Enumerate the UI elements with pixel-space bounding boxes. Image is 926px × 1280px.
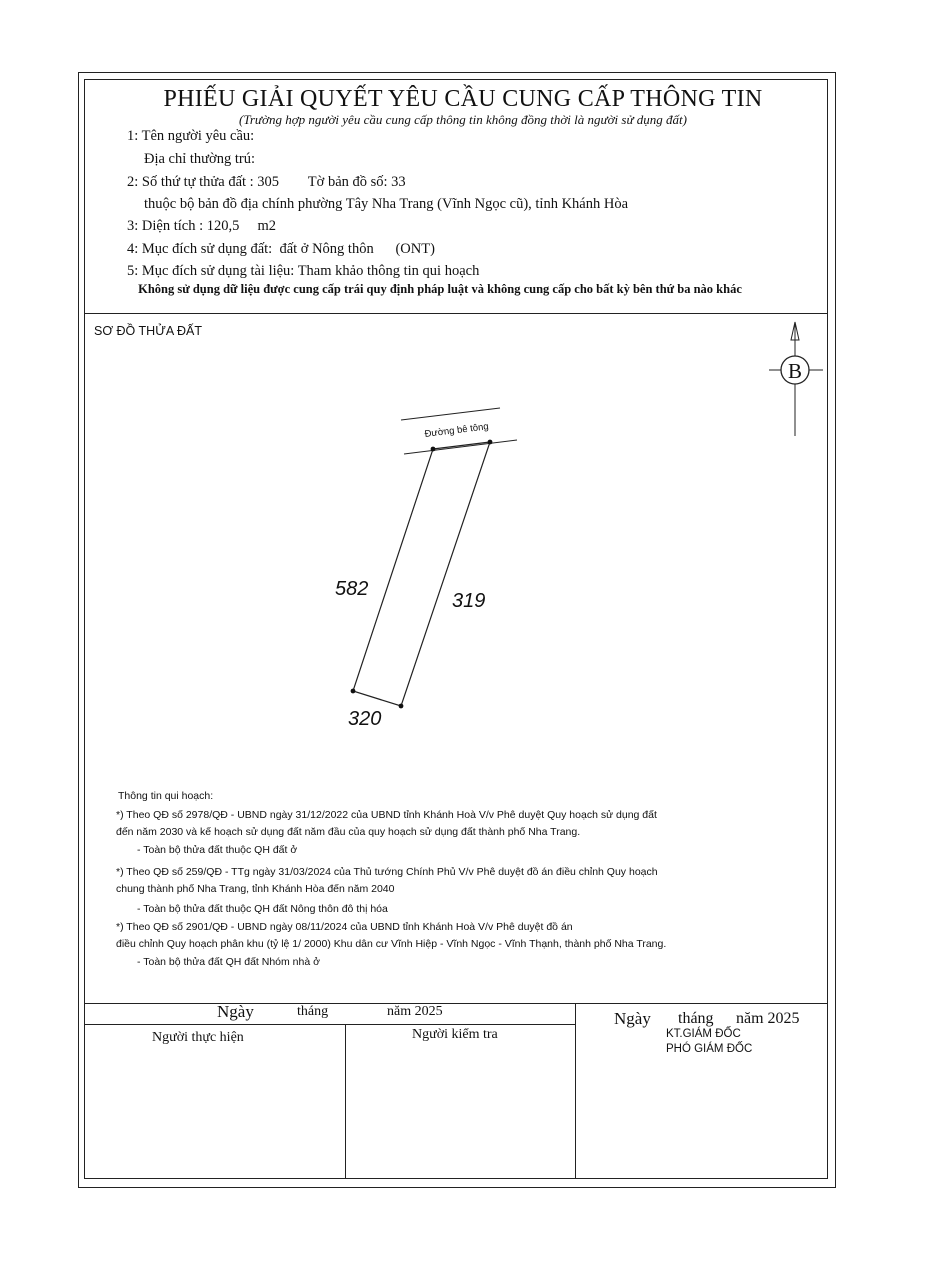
usage-warning: Không sử dụng dữ liệu được cung cấp trái quy định pháp luật và không cung cấp cho bất kỳ bên thứ ba nào khác [138,282,742,296]
planning-line: - Toàn bộ thửa đất thuộc QH đất ở [137,844,298,856]
area-field: 3: Diện tích : 120,5 m2 [127,218,277,234]
signature-divider-v1 [345,1024,346,1179]
parcel-vertex [431,447,436,452]
planning-line: *) Theo QĐ số 2901/QĐ - UBND ngày 08/11/2024 của UBND tỉnh Khánh Hoà V/v Phê duyệt đồ án [116,921,573,933]
planning-line: điều chỉnh Quy hoạch phân khu (tỷ lệ 1/ 2000) Khu dân cư Vĩnh Hiệp - Vĩnh Ngọc - Vĩnh Thạnh, thành phố Nha Trang. [116,938,667,950]
parcel-vertex [488,440,493,445]
document-purpose-field: 5: Mục đích sử dụng tài liệu: Tham khảo thông tin qui hoạch [127,263,480,279]
planning-line: - Toàn bộ thửa đất QH đất Nhóm nhà ở [137,956,320,968]
planning-line: *) Theo QĐ số 259/QĐ - TTg ngày 31/03/2024 của Thủ tướng Chính Phủ V/v Phê duyệt đồ án điều chỉnh Quy hoạch [116,866,658,878]
performer-label: Người thực hiện [152,1030,244,1045]
parcel-number-field: 2: Số thứ tự thửa đất : 305 Tờ bản đồ số: 33 [127,174,406,190]
map-origin-field: thuộc bộ bản đồ địa chính phường Tây Nha Trang (Vĩnh Ngọc cũ), tỉnh Khánh Hòa [144,196,629,212]
neighbor-label-left: 582 [335,578,369,600]
address-field: Địa chỉ thường trú: [144,151,255,167]
road-label: Đường bê tông [424,421,490,440]
planning-line: *) Theo QĐ số 2978/QĐ - UBND ngày 31/12/2022 của UBND tỉnh Khánh Hoà V/v Phê duyệt Quy hoạch sử dụng đất [116,809,657,821]
neighbor-label-bottom: 320 [348,708,382,730]
date-right-year: năm 2025 [736,1010,800,1027]
planning-line: đến năm 2030 và kế hoạch sử dụng đất năm đầu của quy hoạch sử dụng đất thành phố Nha Trang. [116,826,581,838]
deputy-director-title: PHÓ GIÁM ĐỐC [666,1043,753,1055]
north-arrow-icon [769,322,823,436]
planning-heading: Thông tin qui hoạch: [118,790,214,802]
checker-label: Người kiểm tra [412,1027,498,1042]
director-title: KT.GIÁM ĐỐC [666,1028,741,1040]
requester-name-field: 1: Tên người yêu cầu: [127,128,255,144]
parcel-vertex [399,704,404,709]
page-subtitle: (Trường hợp người yêu cầu cung cấp thông tin không đồng thời là người sử dụng đất) [239,112,687,127]
road-front-line [404,440,517,454]
parcel-boundary [353,442,490,706]
north-symbol: B [787,359,803,383]
date-right-day: Ngày [614,1009,651,1028]
date-left-month: tháng [297,1004,329,1019]
sketch-label: SƠ ĐỒ THỬA ĐẤT [94,324,202,338]
date-right-month: tháng [678,1010,714,1027]
signature-divider-v2 [575,1003,576,1179]
date-left-day: Ngày [217,1002,254,1021]
signature-divider-sub [84,1024,576,1025]
neighbor-label-right: 319 [452,590,486,612]
signature-divider-top [84,1003,828,1004]
planning-line: - Toàn bộ thửa đất thuộc QH đất Nông thôn đô thị hóa [137,903,388,915]
page-title: PHIẾU GIẢI QUYẾT YÊU CẦU CUNG CẤP THÔNG TIN [163,86,763,112]
parcel-vertex [351,689,356,694]
planning-line: chung thành phố Nha Trang, tỉnh Khánh Hòa đến năm 2040 [116,883,395,895]
date-left-year: năm 2025 [387,1004,443,1019]
road-edge-line [401,408,500,420]
land-use-field: 4: Mục đích sử dụng đất: đất ở Nông thôn (ONT) [127,241,435,257]
